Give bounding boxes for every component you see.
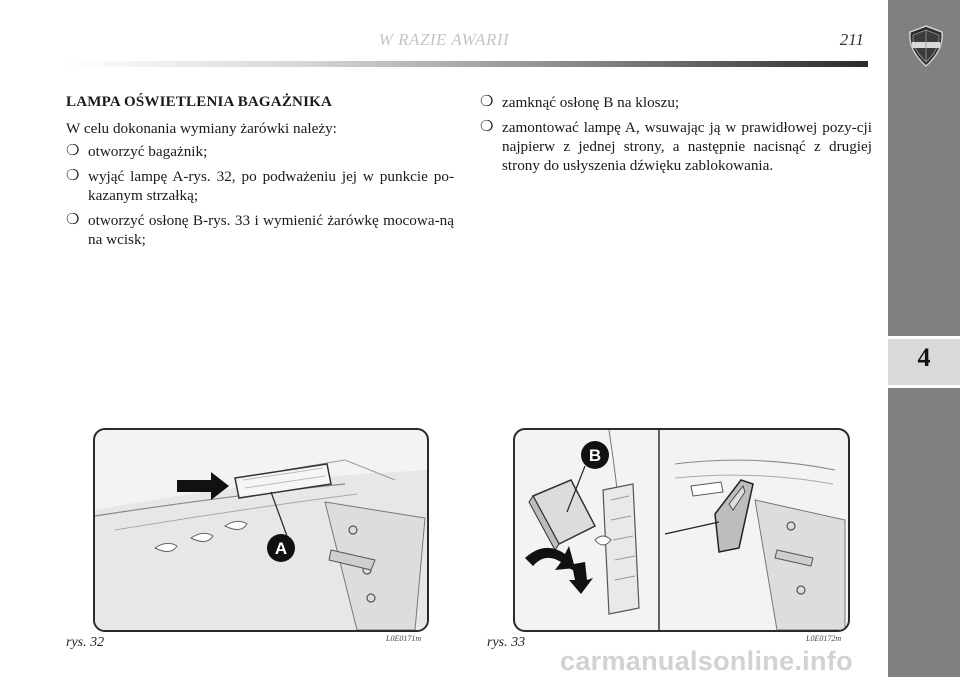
chapter-number: 4 (917, 343, 931, 372)
figure-32-code: L0E0171m (386, 634, 422, 643)
figure-32 (93, 428, 429, 632)
sidebar-bottom (888, 388, 960, 677)
figure-33-caption: rys. 33 (487, 635, 526, 650)
list-item: ❍ wyjąć lampę A-rys. 32, po podważeniu jej w punkcie po-kazanym strzałką; (66, 168, 454, 204)
circle-bullet-icon: ❍ (66, 143, 80, 159)
figure-33-code: L0E0172m (806, 634, 842, 643)
section-intro: W celu dokonania wymiany żarówki należy: (66, 120, 337, 137)
left-column (66, 93, 454, 255)
list-item: ❍ zamknąć osłonę B na kloszu; (480, 94, 680, 111)
circle-bullet-icon: ❍ (66, 168, 80, 184)
steps-list-left (66, 142, 454, 249)
lancia-logo-icon (906, 24, 946, 68)
circle-bullet-icon: ❍ (66, 212, 80, 228)
figure-33 (513, 428, 850, 632)
header-rule (66, 61, 868, 67)
list-item: ❍ otworzyć osłonę B-rys. 33 i wymienić żarówkę mocowa-ną na wcisk; (66, 212, 454, 248)
list-item: ❍ otworzyć bagażnik; (66, 143, 208, 160)
circle-bullet-icon: ❍ (480, 94, 494, 110)
list-item: ❍ zamontować lampę A, wsuwając ją w prawidłowej pozy-cji najpierw z jednej strony, a następnie nacisnąć z drugiej strony do usłyszenia dźwięku zablokowania. (480, 119, 872, 174)
right-column (480, 93, 872, 181)
figure-32-caption: rys. 32 (66, 635, 105, 650)
page-number: 211 (839, 30, 864, 49)
steps-list-right (480, 93, 872, 175)
callout-a-label: A (274, 539, 288, 558)
section-heading: LAMPA OŚWIETLENIA BAGAŻNIKA (66, 94, 333, 110)
circle-bullet-icon: ❍ (480, 119, 494, 135)
callout-b-label: B (588, 446, 602, 465)
watermark: carmanualsonline.info (560, 646, 853, 676)
page-header-title: W RAZIE AWARII (378, 30, 510, 49)
